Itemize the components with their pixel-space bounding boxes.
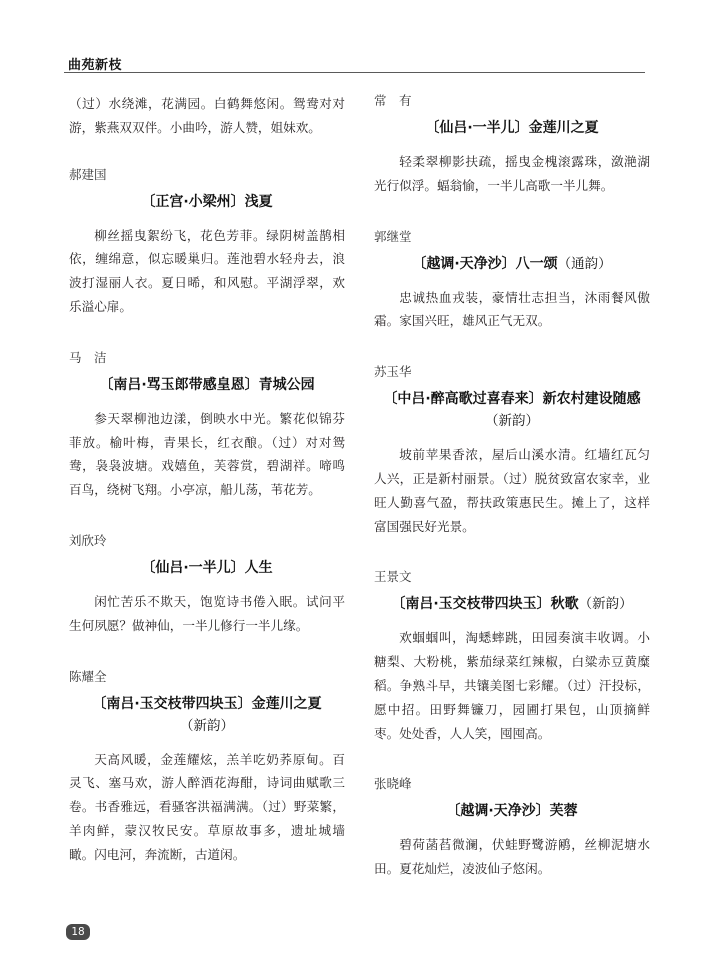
poem-title-text: 〔正宫·小梁州〕浅夏: [141, 193, 273, 210]
poem-title-text: 〔南吕·骂玉郎带感皇恩〕青城公园: [99, 376, 315, 393]
poem-text: 轻柔翠柳影扶疏，摇曳金槐滚露珠，潋滟湖光行似浮。蝠翁愉，一半儿高歌一半儿舞。: [374, 154, 650, 193]
poem-text: 坡前苹果香浓，屋后山溪水清。红墙红瓦匀人兴，正是新村丽景。（过）脱贫致富农家幸，业旺人勤喜气盈，帮扶政策惠民生。摊上了，这样富国强民好光景。: [374, 447, 650, 534]
poem-text: 闲忙苦乐不欺天，饱览诗书倦入眠。试问平生何夙愿？做神仙，一半儿修行一半儿缘。: [69, 593, 345, 633]
poem-title: [374, 593, 650, 615]
poem-block: [374, 363, 650, 538]
poem-author: 郝建国: [69, 166, 107, 182]
poem-text: 忠诚热血戎装，豪情壮志担当，沐雨餐风傲霜。家国兴旺，雄风正气无双。: [374, 289, 650, 329]
poem-title-text: 〔仙吕·一半儿〕人生: [141, 559, 273, 576]
poem-title: [69, 693, 345, 737]
poem-title-text: 〔南吕·玉交枝带四块玉〕金莲川之夏: [92, 695, 322, 712]
poem-text: 欢蝈蝈叫，淘蟋蟀跳，田园奏演丰收调。小糖梨、大粉桃，紫茄绿菜红辣椒，白粱赤豆黄糜稻。争熟斗早，共镶美图七彩耀。（过）汗投标，愿中招。田野舞镰刀，园圃打果包，山顶摘鲜枣。处处香，人人笑，囤囤高。: [374, 630, 650, 741]
poem-author: 马 洁: [69, 349, 107, 365]
poem-text: 柳丝摇曳絮纷飞，花色芳菲。绿阴树盖鹊相依，缠绵意，似忘暖巢归。莲池碧水轻舟去，浪波打湿丽人衣。夏日晞，和风慰。平湖浮翠，欢乐溢心扉。: [69, 227, 345, 314]
poem-block: [374, 228, 650, 334]
poem-title-text: 〔中吕·醉高歌过喜春来〕新农村建设随感: [383, 391, 641, 408]
section-title: 曲苑新枝: [68, 58, 123, 73]
poem-author: 张晓峰: [374, 776, 412, 792]
poem-text: 天高风暖，金莲耀炫，羔羊吃奶荞原甸。百灵飞、塞马欢，游人醉酒花海酣，诗词曲赋歌三卷。书香雅远，看骚客洪福满满。（过）野菜繁，羊肉鲜，蒙汉牧民安。草原故事多，遗址城墙瞰。闪电河，奔流断，古道闲。: [69, 751, 345, 862]
poem-title: [69, 557, 345, 579]
poem-title-note: （新韵）: [180, 717, 234, 734]
continuation-text: （过）水绕滩，花满园。白鹤舞悠闲。鸳鸯对对游，紫燕双双伴。小曲吟，游人赞，姐妹欢。: [69, 96, 345, 135]
left-column: [69, 92, 345, 897]
poem-title: [374, 253, 650, 275]
poem-title-note: （新韵）: [485, 413, 539, 430]
poem-title: [374, 800, 650, 822]
poem-block: [69, 532, 345, 638]
right-column: [374, 92, 650, 911]
poem-title: [69, 191, 345, 213]
poem-text: 参天翠柳池边漾，倒映水中光。繁花似锦芬菲放。榆叶梅，青果长，红衣酿。（过）对对鸳鸯，袅袅波塘。戏嬉鱼，芙蓉赏，碧湖祥。啼鸣百鸟，绕树飞翔。小亭凉，船儿荡，苇花芳。: [69, 410, 345, 498]
poem-block: [374, 92, 650, 198]
poem-title-note: （通韵）: [557, 255, 612, 272]
poem-block: [374, 568, 650, 745]
page-number-badge: 18: [66, 924, 90, 940]
poem-title-note: （新韵）: [578, 596, 633, 613]
poem-title: [69, 374, 345, 396]
poem-title: [374, 117, 650, 139]
poem-author: 郭继堂: [374, 228, 412, 244]
poem-block: [69, 668, 345, 867]
poem-author: 刘欣玲: [69, 532, 107, 548]
poem-title-text: 〔越调·天净沙〕八一颂: [412, 255, 558, 272]
poem-text: 碧荷菡萏微澜，伏蛙野鹭游鹇，丝柳泥塘水田。夏花灿烂，凌波仙子悠闲。: [374, 837, 650, 877]
poem-block: [69, 166, 345, 319]
poem-author: 王景文: [374, 569, 412, 585]
poem-title: [374, 388, 650, 432]
poem-block: [374, 775, 650, 881]
poem-title-text: 〔仙吕·一半儿〕金莲川之夏: [425, 120, 599, 136]
poem-author: 苏玉华: [374, 364, 412, 380]
poem-title-text: 〔南吕·玉交枝带四块玉〕秋歌: [391, 596, 579, 613]
poem-block: [69, 349, 345, 502]
page-header: [64, 52, 645, 73]
continuation-block: [69, 92, 345, 140]
poem-title-text: 〔越调·天净沙〕芙蓉: [446, 803, 578, 820]
poem-author: 陈耀全: [69, 668, 107, 684]
poem-author: 常 有: [374, 93, 412, 108]
